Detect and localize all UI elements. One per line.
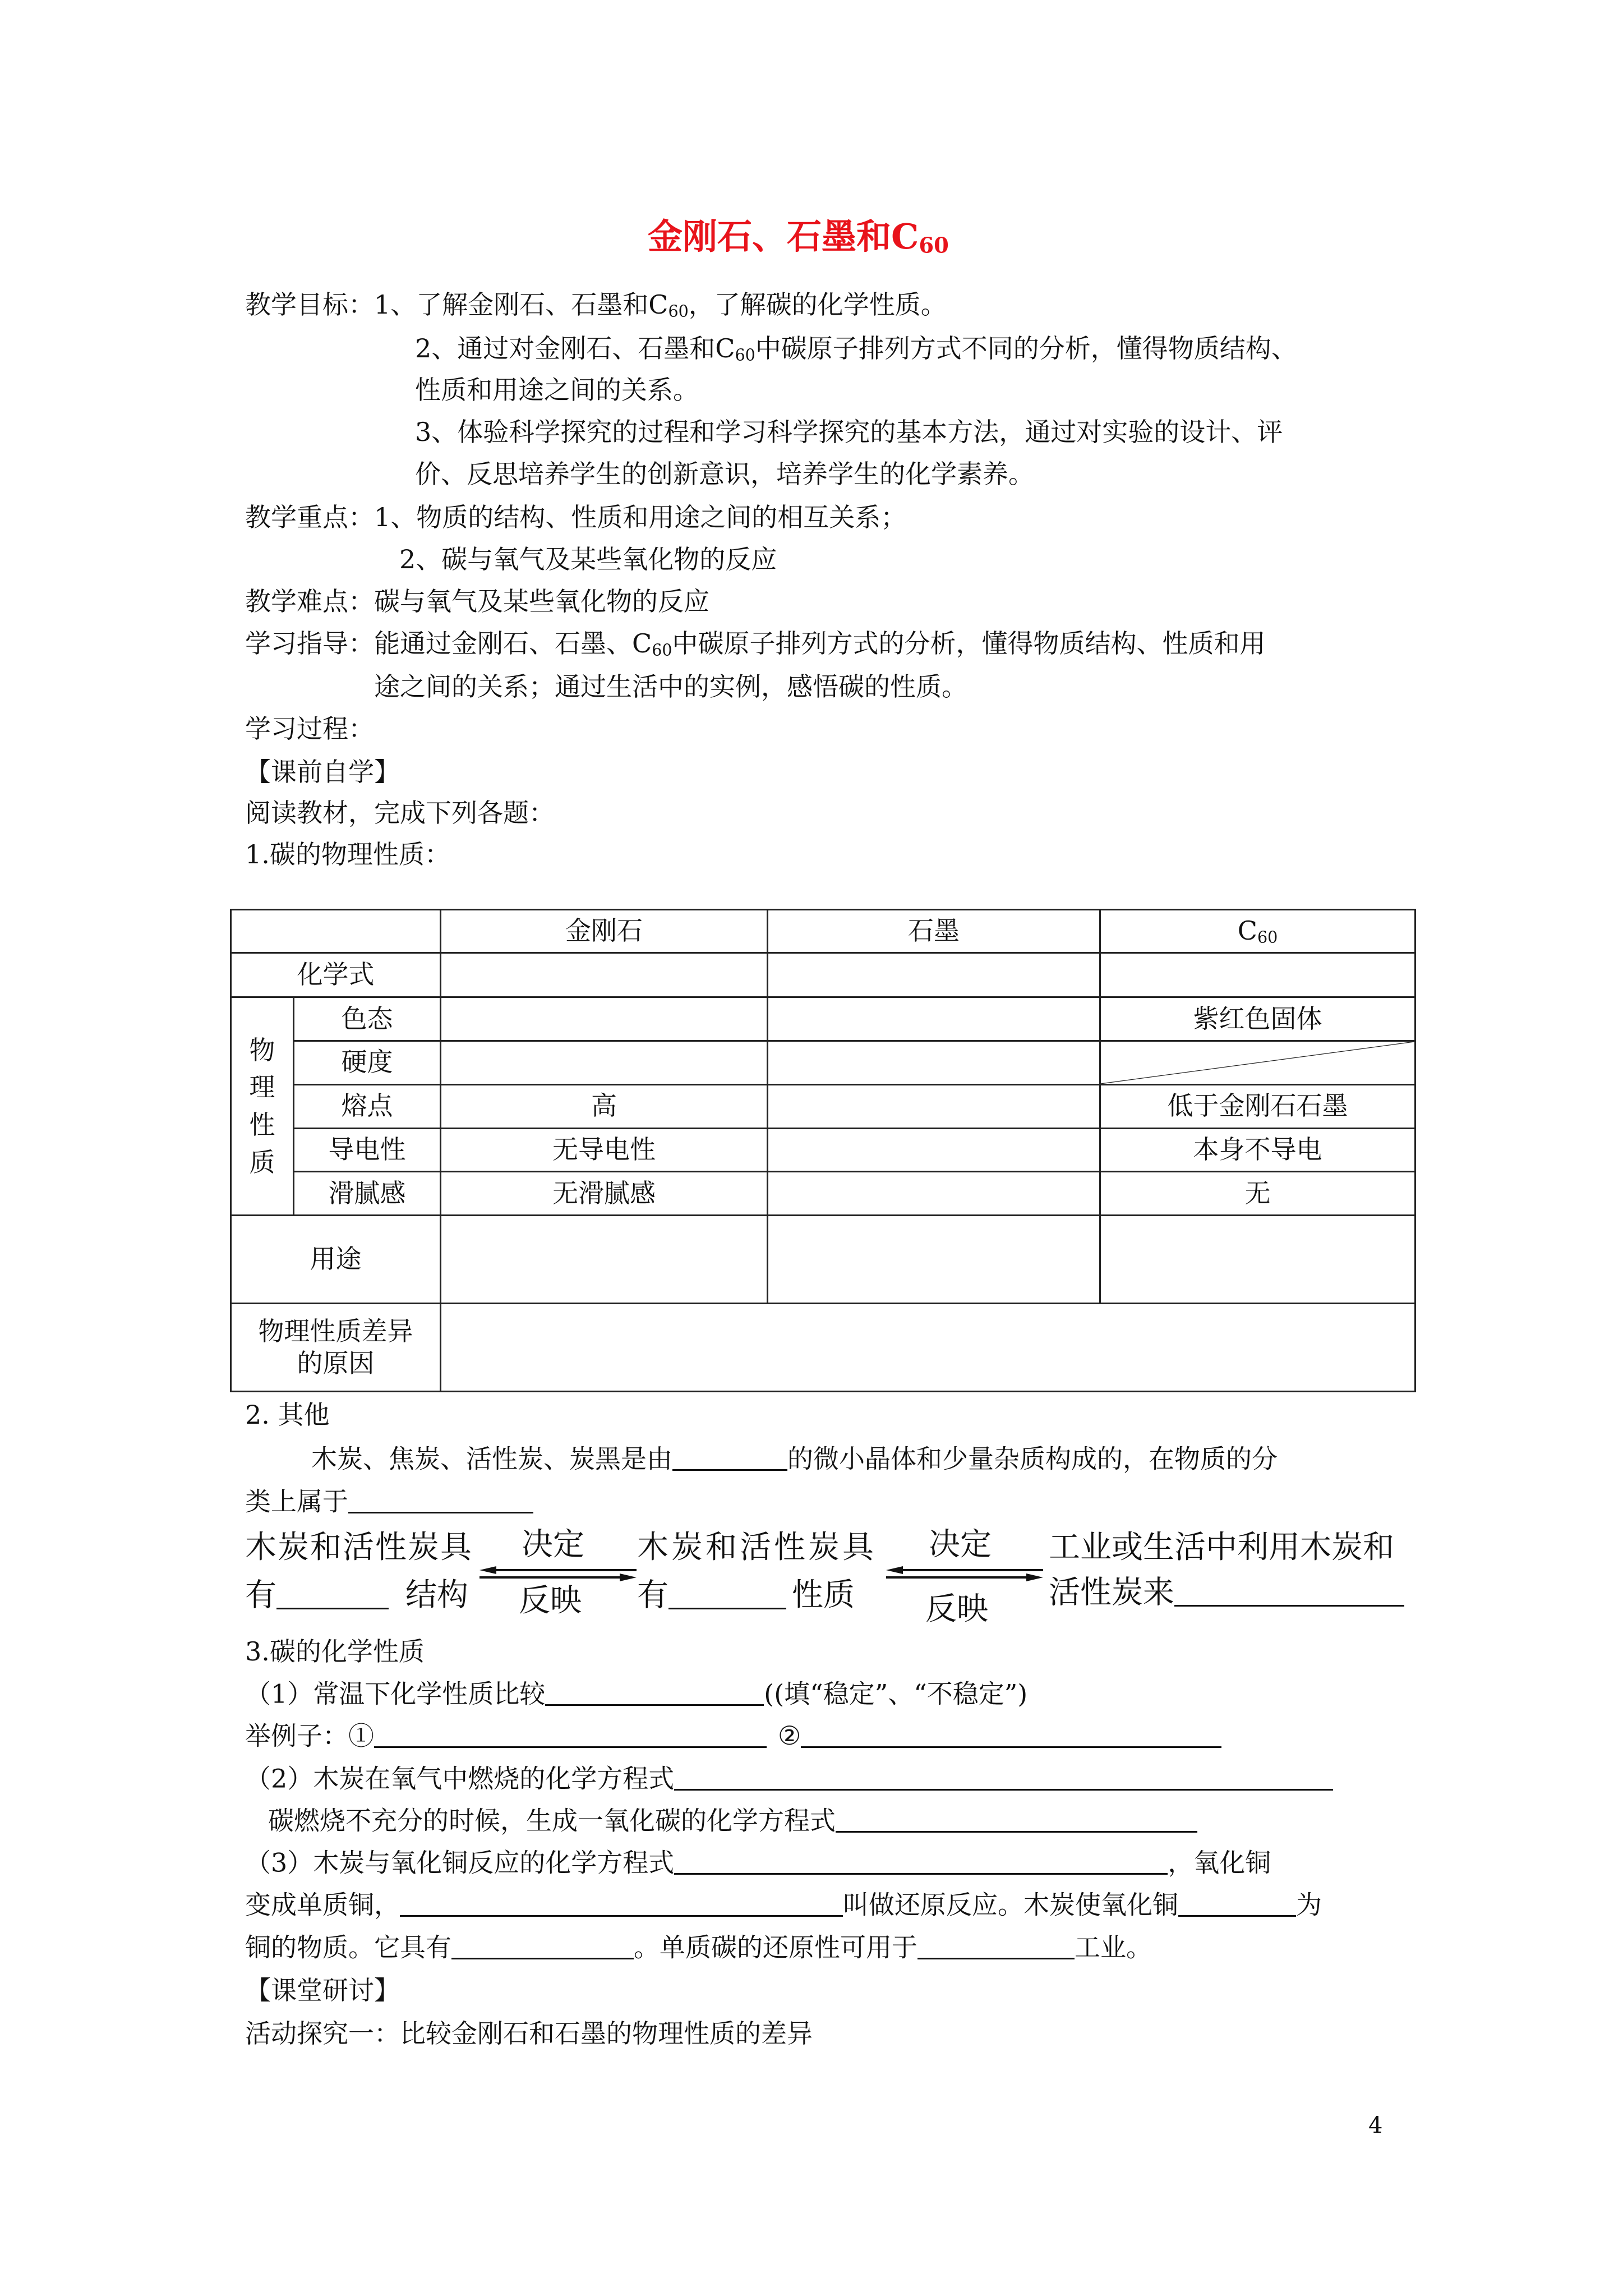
group-char: 理: [249, 1072, 275, 1103]
title-text: 金刚石、石墨和C: [648, 216, 919, 257]
relation-text: 有: [637, 1577, 668, 1614]
relation-box3-line2: [1049, 1573, 1404, 1611]
table-corner: [231, 910, 441, 953]
guidance-line2: 途之间的关系；通过生活中的实例，感悟碳的性质。: [374, 671, 967, 702]
row-reason-label: [231, 1304, 441, 1392]
relation-box1-line2: [245, 1576, 468, 1614]
page-number: 4: [1368, 2113, 1383, 2138]
group-char: 物: [249, 1034, 275, 1065]
examples-label: ②: [778, 1720, 801, 1751]
guidance-line1: [245, 628, 1266, 660]
objectives-line2: [415, 333, 1297, 365]
arrow2-bottom-label: 反映: [925, 1591, 988, 1627]
other-line1: [311, 1443, 1278, 1475]
row-label: 硬度: [294, 1041, 441, 1084]
table-cell: [768, 1172, 1100, 1216]
row-formula-label: 化学式: [231, 953, 441, 997]
chem-q3a: [245, 1847, 1271, 1879]
table-cell: [441, 953, 768, 997]
objectives-line1: [245, 289, 947, 321]
activity1: 活动探究一：比较金刚石和石墨的物理性质的差异: [245, 2018, 813, 2049]
chem-q2b: [268, 1805, 1197, 1837]
other-text: 类上属于: [245, 1486, 348, 1517]
examples-label: 举例子：①: [245, 1720, 374, 1751]
key-points-label: 教学重点：: [245, 502, 374, 532]
q3-text: 为: [1296, 1889, 1322, 1920]
row-label: 色态: [294, 997, 441, 1041]
other-line2: [245, 1486, 533, 1517]
objective-1-end: ，了解碳的化学性质。: [688, 289, 947, 320]
answer-blank[interactable]: [1178, 1889, 1296, 1917]
class-study-heading: 【课堂研讨】: [245, 1975, 400, 2005]
chem-q1: [245, 1678, 1027, 1710]
physical-properties-table: [230, 909, 1416, 1392]
row-label: 滑腻感: [294, 1172, 441, 1216]
answer-blank[interactable]: [374, 1720, 767, 1748]
title-subscript: 60: [919, 233, 949, 259]
q1-hint: ((填“稳定”、“不稳定”): [764, 1678, 1028, 1709]
sub: 60: [735, 346, 755, 365]
table-cell: [441, 1304, 1415, 1392]
relation-text: 结构: [405, 1577, 468, 1614]
group-char: 质: [249, 1147, 275, 1177]
header-graphite: 石墨: [768, 910, 1100, 953]
table-cell: 无滑腻感: [441, 1172, 768, 1216]
chem-q3b: [245, 1889, 1322, 1921]
table-cell: 低于金刚石石墨: [1100, 1084, 1415, 1128]
answer-blank[interactable]: [451, 1932, 634, 1959]
difficulty-line: [245, 586, 709, 617]
q3-text: 叫做还原反应。木炭使氧化铜: [843, 1889, 1178, 1920]
reason-line2: 的原因: [297, 1348, 375, 1379]
answer-blank[interactable]: [836, 1805, 1197, 1833]
sub: 60: [668, 302, 689, 321]
table-cell: [1100, 953, 1415, 997]
arrow2-top-label: 决定: [929, 1526, 992, 1563]
physical-group-label: [231, 997, 294, 1216]
process-label: 学习过程：: [245, 714, 374, 744]
q2b-text: 碳燃烧不充分的时候，生成一氧化碳的化学方程式: [268, 1805, 836, 1836]
other-heading: 2. 其他: [245, 1400, 330, 1430]
key-point-1: 1、物质的结构、性质和用途之间的相互关系；: [374, 502, 907, 532]
c60-text: C: [1237, 915, 1257, 946]
table-cell: [768, 1216, 1100, 1304]
objectives-line4: 3、体验科学探究的过程和学习科学探究的基本方法，通过对实验的设计、评: [415, 417, 1283, 447]
other-text: 木炭、焦炭、活性炭、炭黑是由: [311, 1443, 672, 1474]
relation-box1-line1: 木炭和活性炭具: [245, 1529, 473, 1566]
table-cell: [1100, 1216, 1415, 1304]
answer-blank[interactable]: [1174, 1573, 1404, 1607]
table-cell: [768, 997, 1100, 1041]
pre-study-heading: 【课前自学】: [245, 757, 400, 787]
chem-q2: [245, 1763, 1333, 1795]
pre-study-intro: 阅读教材，完成下列各题：: [245, 798, 555, 828]
answer-blank[interactable]: [545, 1678, 764, 1706]
table-cell: [768, 1084, 1100, 1128]
header-c60: [1100, 910, 1415, 953]
q3-text: 。单质碳的还原性可用于: [634, 1932, 917, 1963]
difficulty-label: 教学难点：: [245, 586, 374, 616]
table-cell: [768, 1128, 1100, 1172]
chem-heading: 3.碳的化学性质: [245, 1636, 425, 1667]
guidance-label: 学习指导：: [245, 628, 374, 659]
q3-text: 变成单质铜，: [245, 1889, 400, 1920]
key-points-line1: [245, 502, 906, 533]
objectives-line5: 价、反思培养学生的创新意识，培养学生的化学素养。: [415, 459, 1034, 489]
objectives-label: 教学目标：: [245, 289, 374, 320]
table-cell: 无: [1100, 1172, 1415, 1216]
answer-blank[interactable]: [276, 1576, 389, 1609]
relation-text: 活性炭来: [1049, 1574, 1174, 1611]
answer-blank[interactable]: [917, 1932, 1075, 1959]
table-cell: [768, 953, 1100, 997]
table-cell: 本身不导电: [1100, 1128, 1415, 1172]
objective-2: 2、通过对金刚石、石墨和C: [415, 333, 735, 364]
difficulty-text: 碳与氧气及某些氧化物的反应: [374, 586, 709, 616]
relation-text: 有: [245, 1577, 276, 1614]
relation-text: 性质: [792, 1577, 855, 1614]
q1-text: （1）常温下化学性质比较: [245, 1678, 546, 1709]
answer-blank[interactable]: [348, 1486, 533, 1513]
q3-text: 铜的物质。它具有: [245, 1932, 451, 1963]
table-cell: [768, 1041, 1100, 1084]
guidance-text: 能通过金刚石、石墨、C: [374, 628, 652, 659]
diagonal-line: [1101, 1042, 1414, 1084]
double-arrow-icon: [479, 1565, 637, 1582]
row-use-label: 用途: [231, 1216, 441, 1304]
double-arrow-icon: [886, 1565, 1043, 1582]
table-cell: [441, 1216, 768, 1304]
q3-text-end: ，氧化铜: [1168, 1847, 1271, 1878]
q3-text: （3）木炭与氧化铜反应的化学方程式: [245, 1847, 675, 1878]
table-cell-diagonal: [1100, 1041, 1415, 1084]
objective-1: 1、了解金刚石、石墨和C: [374, 289, 668, 320]
header-diamond: 金刚石: [441, 910, 768, 953]
answer-blank[interactable]: [674, 1763, 1333, 1791]
table-cell: [441, 1041, 768, 1084]
arrow1-top-label: 决定: [522, 1526, 584, 1563]
chem-examples: [245, 1720, 1221, 1752]
key-point-2: 2、碳与氧气及某些氧化物的反应: [399, 544, 777, 574]
relation-box3-line1: 工业或生活中利用木炭和: [1049, 1529, 1394, 1566]
answer-blank[interactable]: [801, 1720, 1221, 1748]
table-cell: [441, 997, 768, 1041]
objectives-line3: 性质和用途之间的关系。: [415, 375, 699, 405]
page-title: [648, 216, 949, 259]
table-cell: 无导电性: [441, 1128, 768, 1172]
row-label: 熔点: [294, 1084, 441, 1128]
answer-blank[interactable]: [672, 1443, 787, 1471]
arrow1-bottom-label: 反映: [519, 1582, 582, 1619]
sub: 60: [1257, 928, 1278, 947]
group-char: 性: [249, 1110, 275, 1140]
table-cell: 紫红色固体: [1100, 997, 1415, 1041]
sub: 60: [652, 641, 672, 660]
other-text-end: 的微小晶体和少量杂质构成的，在物质的分: [787, 1443, 1278, 1474]
chem-q3c: [245, 1932, 1152, 1963]
row-label: 导电性: [294, 1128, 441, 1172]
pre-study-item1: 1.碳的物理性质：: [245, 839, 450, 869]
reason-line1: 物理性质差异: [258, 1315, 413, 1346]
answer-blank[interactable]: [668, 1576, 786, 1609]
relation-box2-line2: [637, 1576, 855, 1614]
q2-text: （2）木炭在氧气中燃烧的化学方程式: [245, 1763, 675, 1794]
answer-blank[interactable]: [674, 1847, 1168, 1875]
table-cell: 高: [441, 1084, 768, 1128]
q3-text: 工业。: [1075, 1932, 1152, 1963]
objective-2-end: 中碳原子排列方式不同的分析，懂得物质结构、: [755, 333, 1297, 364]
guidance-text-end: 中碳原子排列方式的分析，懂得物质结构、性质和用: [672, 628, 1266, 659]
relation-box2-line1: 木炭和活性炭具: [637, 1529, 877, 1566]
answer-blank[interactable]: [400, 1889, 843, 1917]
